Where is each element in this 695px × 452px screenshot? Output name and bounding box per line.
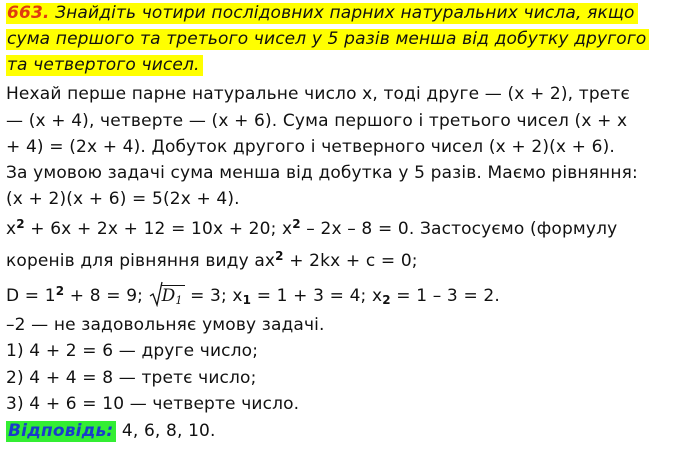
disc-part-b: + 8 = 9;: [64, 286, 149, 306]
solution-line-3: + 4) = (2x + 4). Добуток другого і четверного чисел (x + 2)(x + 6).: [6, 137, 615, 157]
disc-part-c: = 3; x: [184, 286, 243, 306]
disc-part-e: = 1 – 3 = 2.: [390, 286, 500, 306]
solution-line-9: –2 — не задовольняє умову задачі.: [6, 315, 325, 335]
eq-part-b: + 6x + 2x + 12 = 10x + 20; x: [24, 219, 293, 239]
root-subscript-1: 1: [242, 293, 252, 307]
task-line-1: [6, 3, 638, 23]
exponent: 2: [55, 284, 65, 298]
solution-line-1: Нехай перше парне натуральне число x, тоді друге — (x + 2), третє: [6, 84, 630, 104]
formula-part-a: коренів для рівняння виду ax: [6, 251, 276, 271]
task-text-2: сума першого та третього чисел у 5 разів менша від добутку другого: [7, 29, 647, 49]
solution-line-2: — (x + 4), четверте — (x + 6). Сума першого і третього чисел (x + x: [6, 111, 628, 131]
root-subscript-2: 2: [382, 293, 391, 307]
exponent: 2: [292, 217, 301, 231]
equation-line: [6, 219, 617, 239]
radicand-subscript: 1: [175, 294, 183, 307]
formula-line: [6, 251, 418, 271]
eq-part-c: – 2x – 8 = 0. Застосуємо (формулу: [300, 219, 618, 239]
exponent: 2: [16, 217, 25, 231]
radicand-variable: D: [161, 286, 176, 306]
task-line-3: [6, 55, 203, 75]
solution-line-10: 1) 4 + 2 = 6 — друге число;: [6, 341, 259, 361]
disc-part-d: = 1 + 3 = 4; x: [251, 286, 383, 306]
task-number: 663.: [7, 3, 50, 23]
exponent: 2: [275, 249, 284, 263]
disc-part-a: D = 1: [6, 286, 56, 306]
answer-line: [6, 421, 216, 441]
solution-line-12: 3) 4 + 6 = 10 — четверте число.: [6, 394, 300, 414]
task-text-1: Знайдіть чотири послідовних парних натуральних числа, якщо: [55, 3, 635, 23]
task-line-2: [6, 29, 649, 49]
discriminant-line: [6, 285, 500, 306]
square-root: [149, 285, 185, 306]
answer-label: Відповідь:: [6, 421, 116, 442]
radical-sign-icon: [149, 281, 163, 307]
solution-line-5: (x + 2)(x + 6) = 5(2x + 4).: [6, 189, 240, 209]
formula-part-b: + 2kx + c = 0;: [283, 251, 418, 271]
eq-part-a: x: [6, 219, 17, 239]
solution-line-4: За умовою задачі сума менша від добутка у 5 разів. Маємо рівняння:: [6, 163, 638, 183]
answer-value: 4, 6, 8, 10.: [116, 421, 216, 441]
task-text-3: та четвертого чисел.: [7, 55, 200, 75]
solution-line-11: 2) 4 + 4 = 8 — третє число;: [6, 368, 257, 388]
